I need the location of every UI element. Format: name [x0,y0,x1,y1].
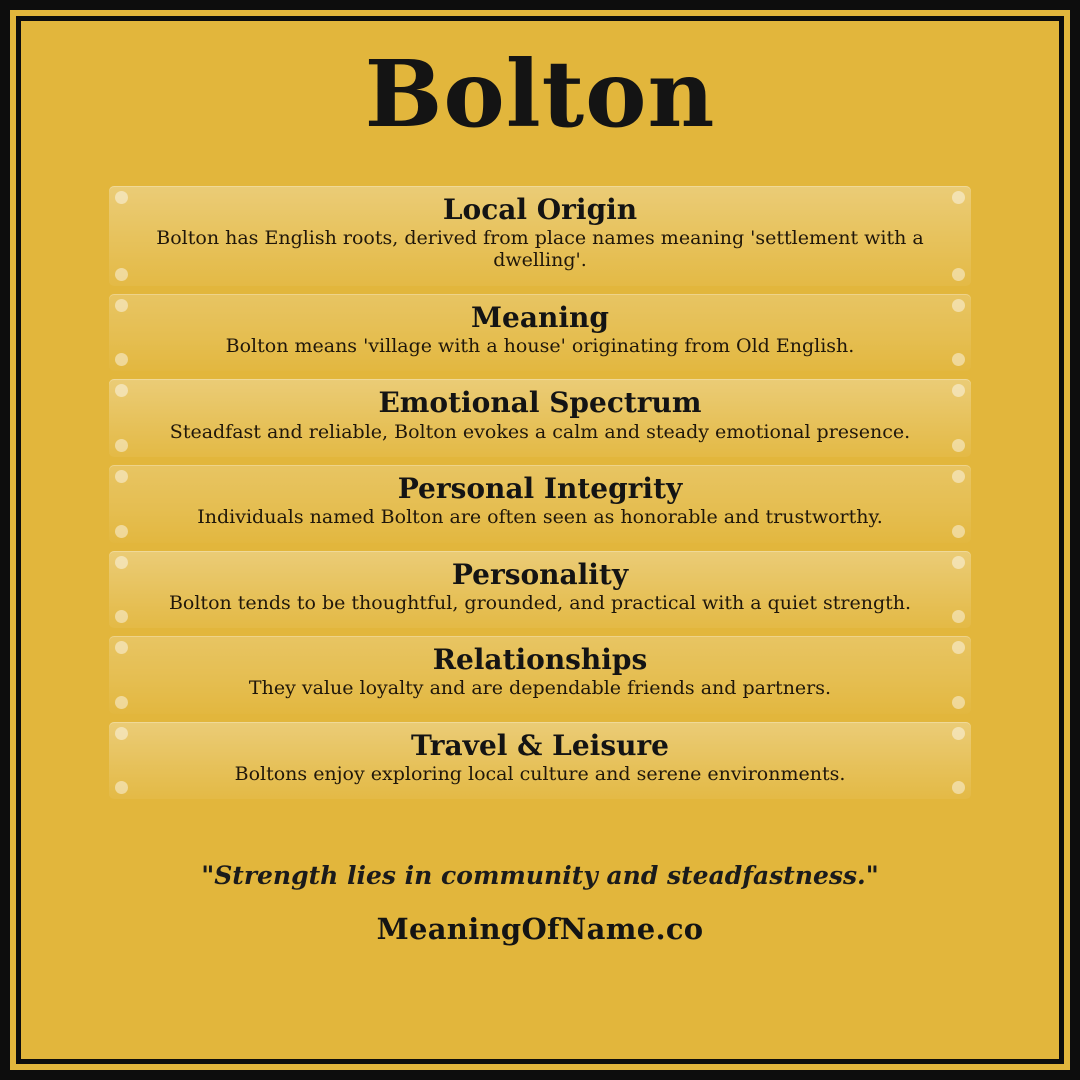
section-title: Travel & Leisure [410,728,669,762]
section-title: Local Origin [442,192,638,226]
stud-icon [952,191,965,204]
section-card-emotional-spectrum [109,379,971,457]
section-card-local-origin [109,186,971,286]
stud-icon [952,727,965,740]
stud-icon [952,556,965,569]
stud-icon [115,696,128,709]
stud-icon [115,439,128,452]
brand-name: MeaningOfName.co [376,912,704,947]
stud-icon [115,470,128,483]
section-card-personality [109,551,971,629]
stud-icon [952,384,965,397]
stud-icon [952,470,965,483]
section-card-personal-integrity [109,465,971,543]
section-title: Personal Integrity [397,471,683,505]
section-title: Meaning [471,300,609,334]
stud-icon [115,525,128,538]
stud-icon [952,353,965,366]
section-description: Bolton has English roots, derived from place names meaning 'settlement with a dwelling'. [156,226,924,272]
stud-icon [115,610,128,623]
section-card-relationships [109,636,971,714]
stud-icon [952,610,965,623]
poster-content [34,34,1046,1046]
tagline-quote: "Strength lies in community and steadfastness." [201,861,879,891]
stud-icon [115,384,128,397]
stud-icon [115,781,128,794]
section-title: Emotional Spectrum [378,386,702,420]
stud-icon [952,696,965,709]
stud-icon [115,353,128,366]
section-card-meaning [109,294,971,372]
stud-icon [115,191,128,204]
stud-icon [115,727,128,740]
stud-icon [952,525,965,538]
page-title: Bolton [364,40,716,148]
section-list [34,186,1046,800]
stud-icon [115,556,128,569]
stud-icon [952,299,965,312]
stud-icon [952,439,965,452]
stud-icon [952,781,965,794]
stud-icon [115,299,128,312]
section-description: Bolton means 'village with a house' originating from Old English. [225,334,855,357]
section-description: Boltons enjoy exploring local culture and serene environments. [234,762,846,785]
section-description: Bolton tends to be thoughtful, grounded, and practical with a quiet strength. [168,591,912,614]
section-description: Individuals named Bolton are often seen as honorable and trustworthy. [197,506,883,529]
section-card-travel-leisure [109,722,971,800]
stud-icon [952,268,965,281]
stud-icon [115,268,128,281]
stud-icon [115,641,128,654]
stud-icon [952,641,965,654]
section-title: Personality [451,557,629,591]
section-title: Relationships [432,643,648,677]
section-description: Steadfast and reliable, Bolton evokes a calm and steady emotional presence. [169,420,911,443]
section-description: They value loyalty and are dependable friends and partners. [248,677,832,700]
